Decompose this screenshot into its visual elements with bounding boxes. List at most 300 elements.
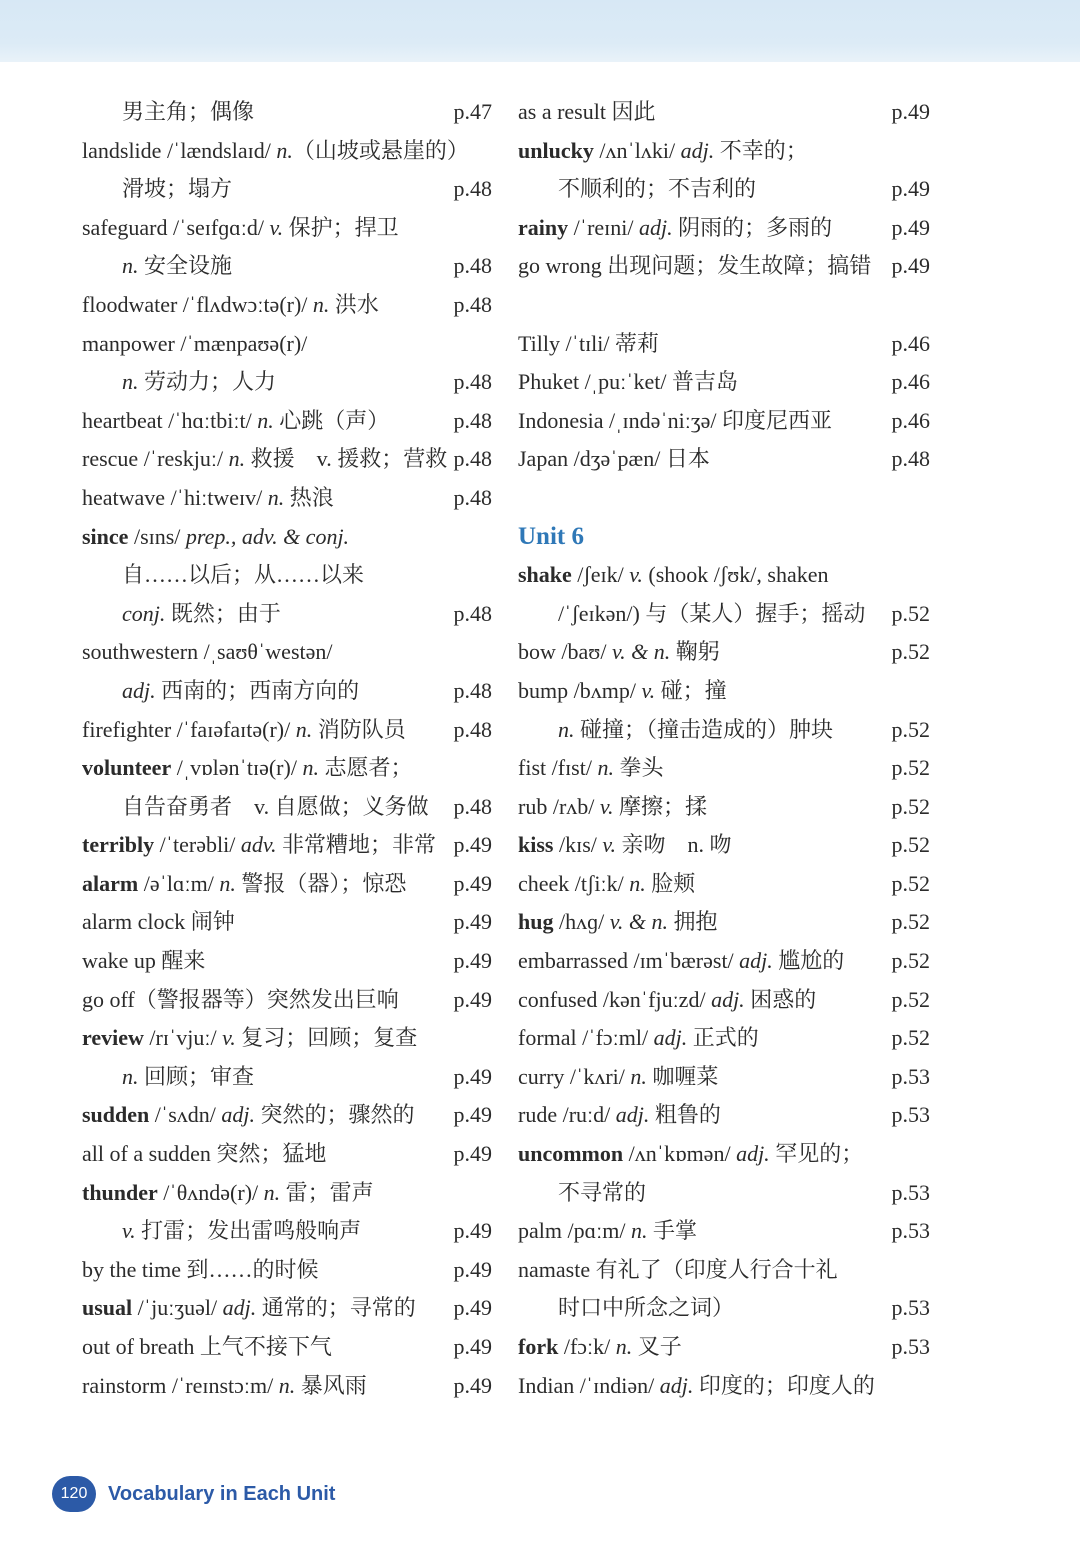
- page-reference: p.52: [891, 755, 930, 781]
- part-of-speech: n.: [629, 870, 646, 896]
- headword: sudden: [82, 1102, 150, 1128]
- vocab-entry: [518, 247, 930, 286]
- entry-text: [82, 1019, 417, 1058]
- definition: (shook /ʃʊk/, shaken: [642, 562, 829, 588]
- headword: heatwave: [82, 484, 166, 510]
- part-of-speech: v.: [269, 214, 284, 240]
- page-reference: p.47: [453, 99, 492, 124]
- vocab-entry: [518, 325, 930, 364]
- unit-heading: Unit 6: [518, 522, 584, 550]
- entry-text: [82, 1328, 332, 1367]
- page-reference: p.49: [453, 1295, 492, 1321]
- entry-text: [82, 942, 205, 981]
- part-of-speech: n.: [312, 291, 330, 317]
- vocab-entry: [82, 325, 492, 364]
- vocab-entry: [518, 1251, 930, 1290]
- vocab-entry: [518, 711, 930, 750]
- phonetic: /ˈhɑːtbiːt/: [162, 407, 258, 433]
- definition: 自……以后；从……以来: [122, 562, 365, 588]
- vocab-entry: [82, 903, 492, 942]
- part-of-speech: n.: [630, 1218, 648, 1244]
- phonetic: /ˈmænpaʊə(r)/: [174, 330, 308, 356]
- headword: Japan: [518, 446, 569, 472]
- entry-text: [82, 1212, 361, 1251]
- definition: 不幸的；: [714, 137, 808, 163]
- definition: 印度尼西亚: [722, 407, 833, 433]
- definition: 回顾；审查: [138, 1063, 255, 1089]
- definition: 叉子: [632, 1334, 682, 1359]
- entry-text: [518, 363, 738, 402]
- vocab-entry: [82, 402, 492, 441]
- entry-text: [518, 1019, 759, 1058]
- definition: 热浪: [284, 484, 334, 510]
- entry-text: [518, 325, 659, 364]
- vocab-entry: [82, 132, 492, 171]
- headword: namaste: [518, 1256, 591, 1282]
- part-of-speech: n.: [122, 369, 139, 395]
- vocab-entry: [518, 865, 930, 904]
- part-of-speech: v.: [599, 793, 614, 819]
- vocab-entry: [82, 1328, 492, 1367]
- definition: 安全设施: [138, 253, 233, 279]
- headword: thunder: [82, 1179, 158, 1205]
- definition: 蒂莉: [615, 330, 660, 356]
- part-of-speech: conj.: [122, 600, 166, 626]
- entry-text: [518, 1096, 721, 1135]
- vocab-entry: [82, 865, 492, 904]
- phonetic: /kənˈfjuːzd/: [597, 986, 712, 1012]
- part-of-speech: n.: [630, 1063, 647, 1089]
- phonetic: /rʌb/: [547, 793, 600, 819]
- vocab-entry: [82, 518, 492, 557]
- entry-text: [518, 1058, 718, 1097]
- part-of-speech: n.: [122, 1063, 139, 1089]
- entry-text: [518, 440, 710, 479]
- entry-text: [82, 595, 281, 634]
- definition: 时口中所念之词）: [558, 1295, 735, 1321]
- entry-text: [82, 865, 406, 904]
- definition: 手掌: [647, 1218, 697, 1244]
- page-reference: p.52: [891, 1025, 930, 1051]
- vocab-entry: [518, 1096, 930, 1135]
- right-column-entries: [518, 93, 930, 518]
- page-reference: p.49: [453, 1334, 492, 1359]
- part-of-speech: n.: [278, 1372, 296, 1398]
- page-reference: p.49: [453, 1141, 492, 1167]
- phonetic: /ˈseɪfɡɑːd/: [167, 214, 270, 240]
- entry-text: [518, 209, 832, 248]
- vocab-entry: [518, 1328, 930, 1367]
- vocab-entry: [518, 556, 930, 595]
- vocab-entry: [82, 749, 492, 788]
- phonetic: /ˈterəbli/: [154, 832, 241, 858]
- definition: 既然；由于: [165, 600, 281, 626]
- entry-text: [82, 286, 379, 325]
- part-of-speech: n.: [295, 716, 313, 742]
- part-of-speech: adj.: [680, 137, 715, 163]
- headword: go off: [82, 986, 135, 1012]
- headword: embarrassed: [518, 948, 628, 974]
- page-reference: p.48: [453, 716, 492, 742]
- vocab-entry: [82, 209, 492, 248]
- part-of-speech: v.: [629, 562, 643, 588]
- definition: 突然的；骤然的: [255, 1102, 415, 1128]
- vocab-entry: [518, 1367, 930, 1406]
- definition: 西南的；西南方向的: [155, 677, 360, 703]
- vocab-entry: [82, 595, 492, 634]
- headword: Indian: [518, 1372, 575, 1398]
- entry-text: [518, 865, 695, 904]
- entry-text: [82, 170, 232, 209]
- vocab-entry: [518, 402, 930, 441]
- page-reference: p.49: [891, 99, 930, 124]
- phonetic: /pɑːm/: [562, 1218, 631, 1244]
- vocab-entry: [518, 672, 930, 711]
- entry-text: [518, 1251, 838, 1290]
- phonetic: /ʃeɪk/: [571, 562, 630, 588]
- phonetic: /ˌsaʊθˈwestən/: [198, 639, 333, 665]
- page-reference: p.49: [453, 948, 492, 974]
- entry-text: [82, 363, 276, 402]
- page-reference: p.48: [453, 446, 492, 472]
- part-of-speech: adj.: [711, 986, 745, 1012]
- entry-text: [82, 479, 334, 518]
- headword: floodwater: [82, 291, 178, 317]
- definition: 不顺利的；不吉利的: [558, 176, 757, 202]
- entry-text: [518, 1328, 682, 1367]
- vocab-entry: [82, 93, 492, 132]
- headword: formal: [518, 1025, 577, 1051]
- definition: 到……的时候: [180, 1256, 319, 1282]
- page-reference: p.48: [453, 677, 492, 703]
- page-reference: p.52: [891, 600, 930, 626]
- page-reference: p.52: [891, 716, 930, 742]
- entry-text: [518, 402, 832, 441]
- vocab-entry: [82, 1058, 492, 1097]
- vocab-entry: [518, 633, 930, 672]
- page-reference: p.53: [891, 1295, 930, 1321]
- part-of-speech: adj.: [221, 1102, 256, 1128]
- part-of-speech: v.: [122, 1218, 136, 1244]
- page-reference: p.53: [891, 1179, 930, 1205]
- definition: 突然；猛地: [210, 1141, 327, 1167]
- vocab-entry: [518, 93, 930, 132]
- part-of-speech: adj.: [122, 677, 156, 703]
- phonetic: /hʌɡ/: [553, 909, 610, 935]
- part-of-speech: n.: [597, 755, 614, 781]
- phonetic: /ˈfaɪəfaɪtə(r)/: [171, 716, 296, 742]
- headword: cheek: [518, 870, 570, 896]
- page-reference: p.48: [453, 291, 492, 317]
- phonetic: /dʒəˈpæn/: [568, 446, 666, 472]
- phonetic: /ɪmˈbærəst/: [627, 948, 740, 974]
- vocab-entry: [82, 942, 492, 981]
- headword: hug: [518, 909, 554, 935]
- phonetic: /ˈflʌdwɔːtə(r)/: [177, 291, 313, 317]
- vocab-entry: [518, 942, 930, 981]
- definition: 有礼了（印度人行合十礼: [590, 1256, 838, 1282]
- definition: 打雷；发出雷鸣般响声: [135, 1218, 362, 1244]
- definition: 正式的: [687, 1025, 759, 1051]
- headword: landslide: [82, 137, 162, 163]
- phonetic: /ˈtɪli/: [560, 330, 616, 356]
- phonetic: /ʌnˈkɒmən/: [623, 1141, 737, 1167]
- entry-text: [82, 247, 232, 286]
- entry-text: [82, 633, 333, 672]
- vocab-entry: [82, 363, 492, 402]
- definition: 普吉岛: [672, 369, 739, 395]
- part-of-speech: adj.: [639, 214, 673, 240]
- vocab-entry: [82, 981, 492, 1020]
- definition: 通常的；寻常的: [256, 1295, 416, 1321]
- page-reference: p.48: [453, 407, 492, 433]
- definition: 摩擦；揉: [613, 793, 708, 819]
- vocab-entry: [82, 788, 492, 827]
- phonetic: /ˈlændslaɪd/: [161, 137, 277, 163]
- page-reference: p.48: [453, 369, 492, 395]
- page-reference: p.53: [891, 1334, 930, 1359]
- part-of-speech: n.: [257, 407, 274, 433]
- phonetic: /baʊ/: [555, 639, 612, 665]
- vocab-entry: [518, 1135, 930, 1174]
- headword: curry: [518, 1063, 565, 1089]
- phonetic: /ʌnˈlʌki/: [593, 137, 681, 163]
- headword: kiss: [518, 832, 554, 858]
- part-of-speech: adj.: [736, 1141, 770, 1167]
- headword: Tilly: [518, 330, 561, 356]
- headword: out of breath: [82, 1334, 195, 1359]
- page-reference: p.53: [891, 1218, 930, 1244]
- unit-heading-row: [518, 518, 930, 557]
- part-of-speech: n.: [267, 484, 285, 510]
- part-of-speech: n.: [219, 870, 236, 896]
- vocab-entry: [518, 479, 930, 518]
- phonetic: /ˈkʌri/: [564, 1063, 631, 1089]
- part-of-speech: adj.: [659, 1372, 694, 1398]
- page-reference: p.49: [453, 1102, 492, 1128]
- unit6-entries: [518, 556, 930, 1405]
- headword: all of a sudden: [82, 1141, 211, 1167]
- entry-text: [518, 788, 707, 827]
- headword: rainy: [518, 214, 569, 240]
- definition: （山坡或悬崖的）: [292, 137, 469, 163]
- entry-text: [82, 749, 412, 788]
- vocab-entry: [518, 749, 930, 788]
- definition: 印度的；印度人的: [693, 1372, 875, 1398]
- definition: 心跳（声）: [273, 407, 390, 433]
- entry-text: [518, 556, 828, 595]
- headword: rainstorm: [82, 1372, 167, 1398]
- page-reference: p.48: [453, 484, 492, 510]
- headword: fist: [518, 755, 547, 781]
- entry-text: [518, 1289, 734, 1328]
- definition: 不寻常的: [558, 1179, 647, 1205]
- headword: rescue: [82, 446, 139, 472]
- definition: 暴风雨: [295, 1372, 367, 1398]
- page-reference: p.49: [453, 1218, 492, 1244]
- entry-text: [518, 1174, 646, 1213]
- part-of-speech: prep., adv. & conj.: [185, 523, 350, 549]
- definition: 上气不接下气: [194, 1334, 332, 1359]
- phonetic: /ˈθʌndə(r)/: [157, 1179, 264, 1205]
- definition: 日本: [665, 446, 710, 472]
- vocab-entry: [518, 286, 930, 325]
- entry-text: [82, 132, 469, 171]
- headword: Phuket: [518, 369, 580, 395]
- page-reference: p.49: [453, 1063, 492, 1089]
- headword: unlucky: [518, 137, 594, 163]
- phonetic: /ˌpuːˈket/: [579, 369, 672, 395]
- definition: 困惑的: [744, 986, 817, 1012]
- page-reference: p.49: [453, 909, 492, 935]
- page-reference: p.49: [453, 870, 492, 896]
- page-reference: p.49: [891, 176, 930, 202]
- phonetic: /fɔːk/: [558, 1334, 616, 1359]
- headword: firefighter: [82, 716, 172, 742]
- entry-text: [82, 518, 349, 557]
- right-column: [518, 93, 930, 1405]
- vocab-entry: [82, 672, 492, 711]
- part-of-speech: n.: [302, 755, 319, 781]
- entry-text: [82, 1058, 254, 1097]
- entry-text: [518, 132, 808, 171]
- definition: 脸颊: [645, 870, 696, 896]
- vocab-entry: [82, 1251, 492, 1290]
- entry-text: [82, 672, 359, 711]
- entry-text: [82, 788, 429, 827]
- definition: 鞠躬: [670, 639, 720, 665]
- part-of-speech: v. & n.: [609, 909, 668, 935]
- definition: 因此: [605, 99, 656, 124]
- vocab-entry: [518, 363, 930, 402]
- page-reference: p.46: [891, 369, 930, 395]
- entry-text: [518, 942, 844, 981]
- definition: 救援 v. 援救；营救: [245, 446, 448, 472]
- definition: 洪水: [329, 291, 379, 317]
- entry-text: [518, 711, 833, 750]
- phonetic: /ˈhiːtweɪv/: [165, 484, 268, 510]
- entry-text: [82, 325, 307, 364]
- phonetic: /ˈreɪni/: [568, 214, 639, 240]
- phonetic: /ˈɪndiən/: [574, 1372, 660, 1398]
- entry-text: [82, 93, 254, 132]
- page-reference: p.49: [453, 1256, 492, 1282]
- definition: 警报（器）；惊恐: [235, 870, 407, 896]
- entry-text: [518, 1135, 863, 1174]
- part-of-speech: adj.: [615, 1102, 650, 1128]
- footer-title: Vocabulary in Each Unit: [108, 1483, 336, 1505]
- part-of-speech: n.: [228, 446, 246, 472]
- entry-text: [518, 633, 720, 672]
- headword: as a result: [518, 99, 606, 124]
- part-of-speech: n.: [263, 1179, 281, 1205]
- page-reference: p.48: [453, 600, 492, 626]
- phonetic: /ˌɪndəˈniːʒə/: [603, 407, 723, 433]
- phonetic: /sɪns/: [128, 523, 186, 549]
- headword: confused: [518, 986, 598, 1012]
- page-reference: p.48: [453, 793, 492, 819]
- vocab-entry: [82, 440, 492, 479]
- definition: 自告奋勇者 v. 自愿做；义务做: [122, 793, 429, 819]
- headword: usual: [82, 1295, 133, 1321]
- definition: 拥抱: [667, 909, 718, 935]
- vocab-entry: [82, 170, 492, 209]
- definition: 尴尬的: [772, 948, 845, 974]
- entry-text: [518, 903, 717, 942]
- entry-text: [82, 903, 235, 942]
- definition: 阴雨的；多雨的: [672, 214, 833, 240]
- vocab-entry: [82, 286, 492, 325]
- definition: 拳头: [613, 755, 664, 781]
- phonetic: /əˈlɑːm/: [138, 870, 220, 896]
- entry-text: [82, 1367, 367, 1406]
- phonetic: /rɪˈvjuː/: [143, 1025, 223, 1051]
- headword: uncommon: [518, 1141, 624, 1167]
- part-of-speech: n.: [558, 716, 575, 742]
- headword: shake: [518, 562, 572, 588]
- definition: 出现问题；发生故障；搞错: [601, 253, 872, 279]
- vocab-entry: [518, 981, 930, 1020]
- vocab-entry: [82, 1174, 492, 1213]
- vocab-entry: [518, 1019, 930, 1058]
- phonetic: /fɪst/: [546, 755, 598, 781]
- vocab-entry: [82, 711, 492, 750]
- headword: alarm: [82, 870, 139, 896]
- entry-text: [518, 1212, 697, 1251]
- page-reference: p.53: [891, 1102, 930, 1128]
- entry-text: [518, 1367, 875, 1406]
- entry-text: [82, 402, 389, 441]
- entry-text: [82, 440, 447, 479]
- headword: since: [82, 523, 129, 549]
- entry-text: [82, 556, 364, 595]
- headword: wake up: [82, 948, 156, 974]
- definition: 咖喱菜: [646, 1063, 719, 1089]
- part-of-speech: v.: [641, 677, 656, 703]
- page-reference: p.49: [453, 1372, 492, 1398]
- vocab-entry: [518, 1289, 930, 1328]
- headword: bow: [518, 639, 556, 665]
- vocab-entry: [518, 903, 930, 942]
- definition: 雷；雷声: [280, 1179, 374, 1205]
- part-of-speech: n.: [122, 253, 139, 279]
- vocab-entry: [518, 132, 930, 171]
- definition: （警报器等）突然发出巨响: [134, 986, 399, 1012]
- headword: southwestern: [82, 639, 199, 665]
- vocab-entry: [518, 1058, 930, 1097]
- headword: heartbeat: [82, 407, 163, 433]
- entry-text: [518, 672, 727, 711]
- headword: palm: [518, 1218, 562, 1244]
- page-reference: p.48: [453, 253, 492, 279]
- vocab-entry: [82, 479, 492, 518]
- top-color-band: [0, 0, 1080, 62]
- part-of-speech: adj.: [739, 948, 773, 974]
- page-reference: p.52: [891, 948, 930, 974]
- part-of-speech: n.: [276, 137, 293, 163]
- entry-text: [82, 1251, 319, 1290]
- headword: Indonesia: [518, 407, 604, 433]
- part-of-speech: n.: [615, 1334, 633, 1359]
- phonetic: /ˌvɒlənˈtɪə(r)/: [171, 755, 303, 781]
- phonetic: /ˈsʌdn/: [149, 1102, 222, 1128]
- definition: 罕见的；: [769, 1141, 864, 1167]
- definition: 碰撞；（撞击造成的）肿块: [574, 716, 834, 742]
- left-column: [82, 93, 492, 1405]
- definition: 醒来: [155, 948, 206, 974]
- definition: 男主角；偶像: [122, 99, 255, 124]
- entry-text: [518, 826, 732, 865]
